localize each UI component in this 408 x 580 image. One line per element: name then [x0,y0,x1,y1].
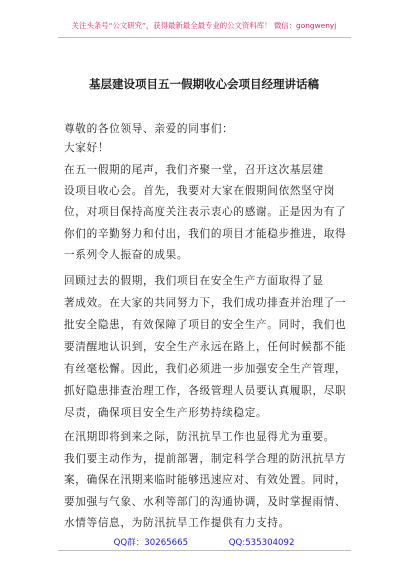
body-line: 位，对项目保持高度关注表示衷心的感谢。正是因为有了 [64,206,347,218]
body-line: 我们要主动作为，提前部署，制定科学合理的防汛抗旱方 [64,453,347,465]
body-line: 批安全隐患，有效保障了项目的安全生产。同时，我们也 [64,319,347,331]
body-line: 要清醒地认识到，安全生产永远在路上，任何时候都不能 [64,341,347,353]
body-line: 设项目收心会。首先，我要对大家在假期间依然坚守岗 [64,185,336,197]
salutation-line: 尊敬的各位领导、亲爱的同事们： [64,123,234,135]
body-line: 在五一假期的尾声，我们齐聚一堂，召开这次基层建 [64,164,324,176]
qq-group-number: QQ群：30265665 [113,538,189,548]
document-title: 基层建设项目五一假期收心会项目经理讲话稿 [89,77,319,91]
body-line: 有丝毫松懈。因此，我们必须进一步加强安全生产管理， [64,363,347,375]
body-line: 案，确保在汛期来临时能够迅速应对、有效处置。同时， [64,474,347,486]
header-banner: 关注头条号“公文研究”，获得最新最全最专业的公文资料库！ 微信：gongwenyj [71,21,337,30]
footer-contact [0,536,408,548]
footer-divider [58,550,351,551]
qq-number: QQ:535304092 [228,538,295,548]
body-line: 抓好隐患排查治理工作，各级管理人员要认真履职，尽职 [64,385,347,397]
greeting-line: 大家好！ [64,142,110,154]
body-line: 在汛期即将到来之际，防汛抗旱工作也显得尤为重要。 [64,431,336,443]
body-line: 尽责，确保项目安全生产形势持续稳定。 [64,407,268,419]
header-divider [58,37,351,38]
body-line: 要加强与气象、水利等部门的沟通协调，及时掌握雨情、 [64,496,347,508]
body-line: 回顾过去的假期，我们项目在安全生产方面取得了显 [64,275,324,287]
body-line: 一系列令人振奋的成果。 [64,249,189,261]
body-line: 著成效。在大家的共同努力下，我们成功排查并治理了一 [64,297,347,309]
body-line: 水情等信息，为防汛抗旱工作提供有力支持。 [64,517,290,529]
body-line: 你们的辛勤努力和付出，我们的项目才能稳步推进，取得 [64,228,347,240]
